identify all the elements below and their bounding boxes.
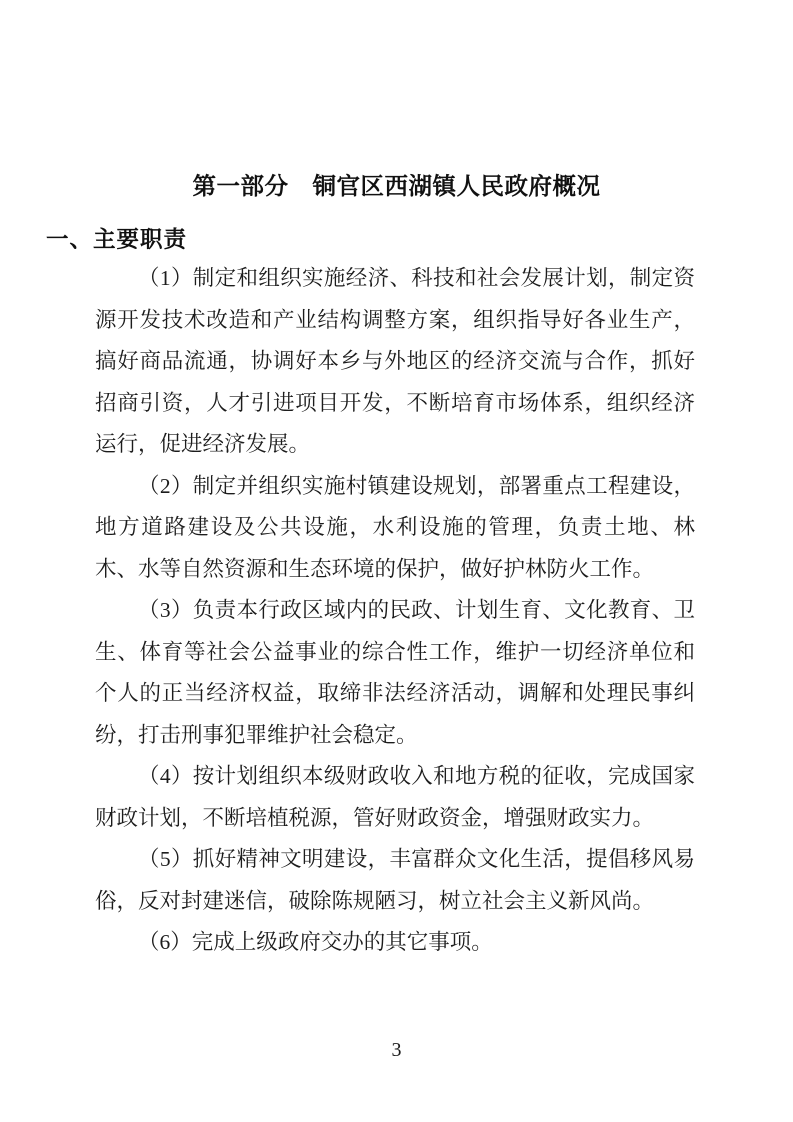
paragraph-6: （6）完成上级政府交办的其它事项。 (138, 930, 493, 954)
page-number: 3 (391, 1039, 402, 1061)
page-title: 第一部分 铜官区西湖镇人民政府概况 (192, 173, 601, 199)
paragraph-5: （5）抓好精神文明建设，丰富群众文化生活，提倡移风易俗，反对封建迷信，破除陈规陋习，树立社会主义新风尚。 (95, 847, 695, 913)
paragraph-3: （3）负责本行政区域内的民政、计划生育、文化教育、卫生、体育等社会公益事业的综合性工作，维护一切经济单位和个人的正当经济权益，取缔非法经济活动，调解和处理民事纠纷，打击刑事犯罪维护社会稳定。 (95, 598, 695, 747)
paragraph-1: （1）制定和组织实施经济、科技和社会发展计划，制定资源开发技术改造和产业结构调整方案，组织指导好各业生产，搞好商品流通，协调好本乡与外地区的经济交流与合作，抓好招商引资，人才引进项目开发，不断培育市场体系，组织经济运行，促进经济发展。 (95, 266, 695, 456)
section-heading: 一、主要职责 (46, 227, 188, 252)
document-body (95, 258, 695, 964)
paragraph-4: （4）按计划组织本级财政收入和地方税的征收，完成国家财政计划，不断培植税源，管好财政资金，增强财政实力。 (95, 764, 695, 830)
paragraph-2: （2）制定并组织实施村镇建设规划，部署重点工程建设，地方道路建设及公共设施，水利设施的管理，负责土地、林木、水等自然资源和生态环境的保护，做好护林防火工作。 (95, 473, 695, 581)
